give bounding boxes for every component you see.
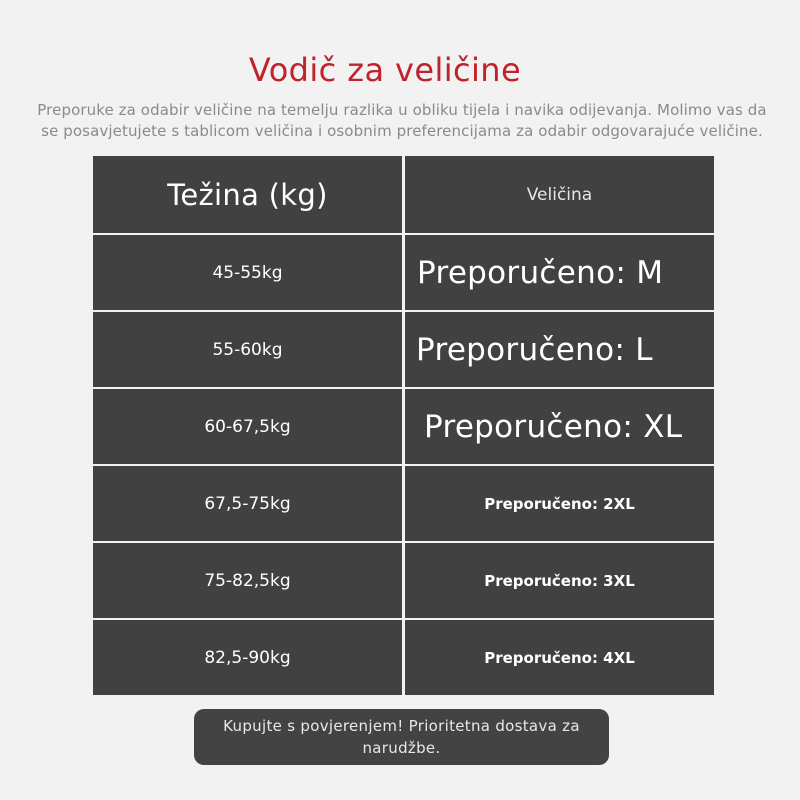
cta-banner: Kupujte s povjerenjem! Prioritetna dostava za narudžbe. (194, 709, 609, 765)
weight-cell: 67,5-75kg (93, 466, 402, 541)
size-table (93, 156, 714, 694)
size-cell: Preporučeno: XL (405, 389, 714, 464)
size-cell: Preporučeno: 3XL (405, 543, 714, 618)
weight-cell: 55-60kg (93, 312, 402, 387)
weight-cell: 60-67,5kg (93, 389, 402, 464)
header-size: Veličina (405, 156, 714, 233)
weight-cell: 82,5-90kg (93, 620, 402, 695)
weight-cell: 75-82,5kg (93, 543, 402, 618)
size-cell: Preporučeno: M (405, 235, 714, 310)
weight-cell: 45-55kg (93, 235, 402, 310)
size-cell: Preporučeno: 2XL (405, 466, 714, 541)
size-cell: Preporučeno: L (405, 312, 714, 387)
page-subtitle: Preporuke za odabir veličine na temelju razlika u obliku tijela i navika odijevanja. Molimo vas da se posavjetujete s tablicom veličina i osobnim preferencijama za odabir odgovarajuće veličine. (37, 101, 767, 140)
size-cell: Preporučeno: 4XL (405, 620, 714, 695)
page-title: Vodič za veličine (248, 51, 522, 89)
header-weight: Težina (kg) (93, 156, 402, 233)
